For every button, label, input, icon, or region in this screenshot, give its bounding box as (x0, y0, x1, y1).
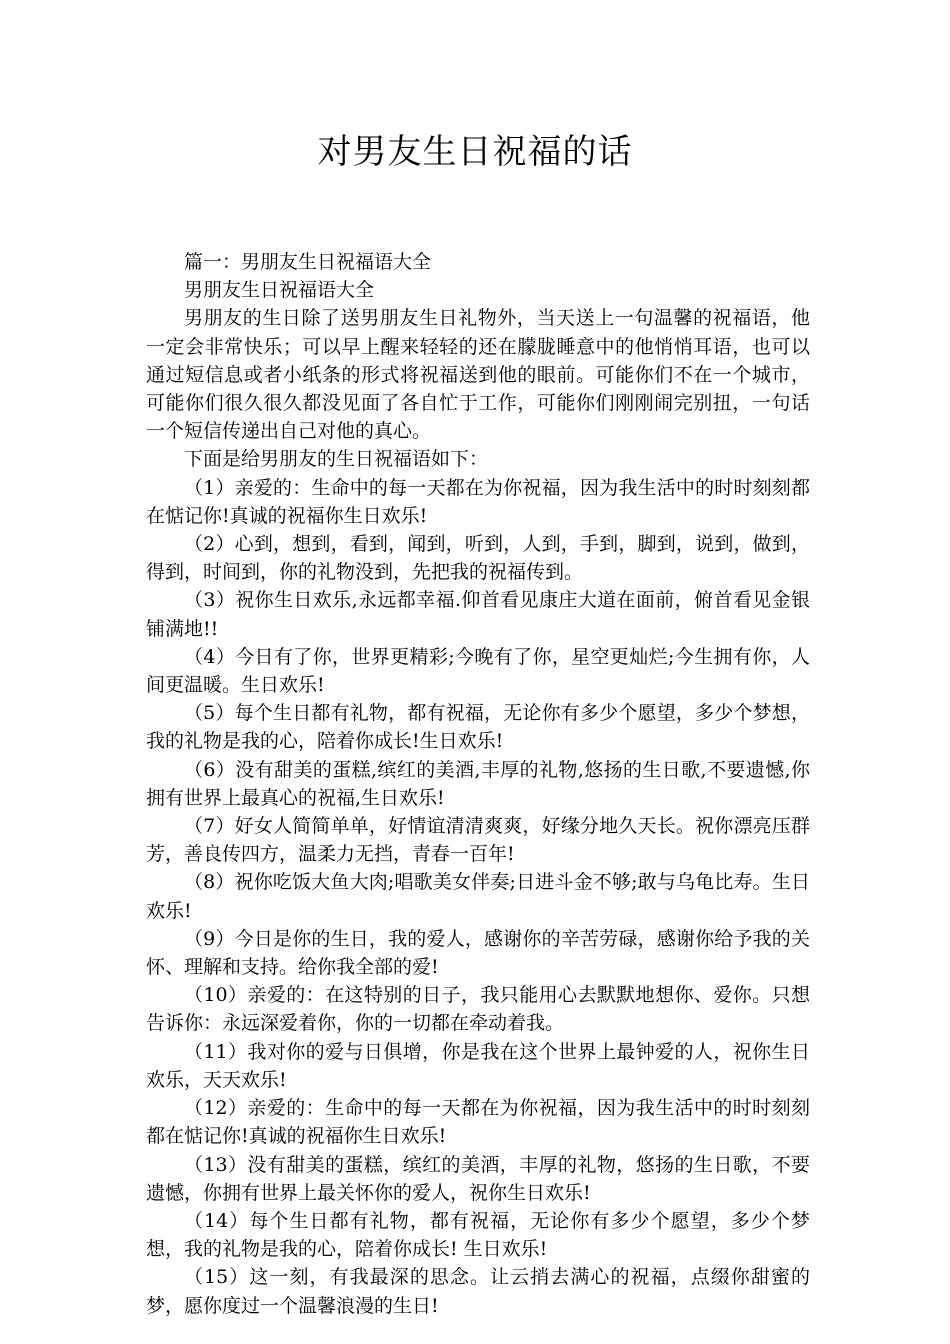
wish-item: （5）每个生日都有礼物，都有祝福，无论你有多少个愿望，多少个梦想，我的礼物是我的心，陪着你成长!生日欢乐! (146, 702, 810, 753)
wish-item: （7）好女人简简单单，好情谊清清爽爽，好缘分地久天长。祝你漂亮压群芳，善良传四方，温柔力无挡，青春一百年! (146, 815, 810, 866)
wish-item: （3）祝你生日欢乐,永远都幸福.仰首看见康庄大道在面前，俯首看见金银铺满地!! (146, 589, 810, 640)
wish-item: （8）祝你吃饭大鱼大肉;唱歌美女伴奏;日进斗金不够;敢与乌龟比寿。生日欢乐! (146, 871, 810, 922)
wish-item: （12）亲爱的：生命中的每一天都在为你祝福，因为我生活中的时时刻刻都在惦记你!真诚的祝福你生日欢乐! (146, 1097, 810, 1148)
wish-item: （13）没有甜美的蛋糕，缤红的美酒，丰厚的礼物，悠扬的生日歌，不要遗憾，你拥有世界上最关怀你的爱人，祝你生日欢乐! (146, 1153, 810, 1204)
intro-paragraph: 男朋友的生日除了送男朋友生日礼物外，当天送上一句温馨的祝福语，他一定会非常快乐；可以早上醒来轻轻的还在朦胧睡意中的他悄悄耳语，也可以通过短信息或者小纸条的形式将祝福送到他的眼前。可能你们不在一个城市，可能你们很久很久都没见面了各自忙于工作，可能你们刚刚闹完别扭，一句话一个短信传递出自己对他的真心。 (146, 307, 810, 443)
list-intro: 下面是给男朋友的生日祝福语如下： (184, 448, 489, 471)
wish-item: （2）心到，想到，看到，闻到，听到，人到，手到，脚到，说到，做到，得到，时间到，你的礼物没到，先把我的祝福传到。 (146, 533, 810, 584)
wish-item: （4）今日有了你，世界更精彩;今晚有了你，星空更灿烂;今生拥有你，人间更温暖。生日欢乐! (146, 645, 810, 697)
section-heading: 篇一：男朋友生日祝福语大全 (184, 251, 432, 273)
wish-item: （9）今日是你的生日，我的爱人，感谢你的辛苦劳碌，感谢你给予我的关怀、理解和支持。给你我全部的爱! (146, 927, 810, 979)
wish-item: （15）这一刻，有我最深的思念。让云捎去满心的祝福，点缀你甜蜜的梦，愿你度过一个温馨浪漫的生日! (146, 1266, 810, 1317)
document-title: 对男友生日祝福的话 (317, 132, 633, 172)
wish-item: （10）亲爱的：在这特别的日子，我只能用心去默默地想你、爱你。只想告诉你：永远深爱着你，你的一切都在牵动着我。 (146, 984, 810, 1035)
wish-item: （11）我对你的爱与日俱增，你是我在这个世界上最钟爱的人，祝你生日欢乐，天天欢乐! (146, 1040, 810, 1091)
document-body (146, 248, 810, 1320)
wish-item: （14）每个生日都有礼物，都有祝福，无论你有多少个愿望，多少个梦想，我的礼物是我的心，陪着你成长! 生日欢乐! (146, 1209, 810, 1261)
wish-item: （1）亲爱的：生命中的每一天都在为你祝福，因为我生活中的时时刻刻都在惦记你!真诚的祝福你生日欢乐! (146, 476, 810, 527)
wish-item: （6）没有甜美的蛋糕,缤红的美酒,丰厚的礼物,悠扬的生日歌,不要遗憾,你拥有世界上最真心的祝福,生日欢乐! (146, 758, 810, 809)
subheading: 男朋友生日祝福语大全 (184, 279, 375, 302)
